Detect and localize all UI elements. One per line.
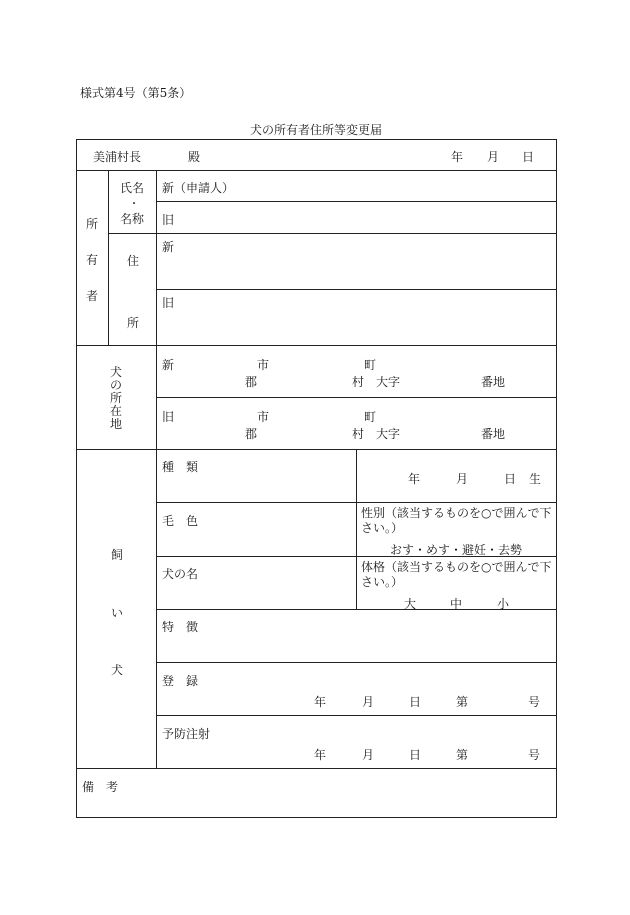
dog-location-label-char: 犬: [109, 365, 122, 379]
dog-label-char: 飼: [111, 548, 124, 562]
location-prefix: 新: [162, 358, 175, 372]
vaccination-year-label: 年: [314, 748, 327, 762]
registration-label: 登 録: [162, 674, 199, 688]
sex-options[interactable]: おす・めす・避妊・去勢: [390, 543, 523, 557]
remarks-label: 備 考: [82, 780, 119, 794]
sex-label: 性別（該当するものを○で囲んで下さい。）: [361, 506, 552, 535]
location-banchi-label: 番地: [481, 427, 506, 441]
form-title: 犬の所有者住所等変更届: [249, 123, 382, 137]
location-town-label: 町: [364, 358, 377, 372]
birth-suffix-label: 生: [529, 472, 542, 486]
breed-label: 種 類: [162, 460, 199, 474]
address-label-char: 住: [127, 254, 140, 268]
birth-day-label: 日: [504, 472, 517, 486]
remarks-field[interactable]: [130, 775, 550, 813]
date-year-label: 年: [451, 150, 464, 164]
date-month-label: 月: [487, 150, 500, 164]
owner-name-new[interactable]: 新（申請人）: [162, 181, 235, 195]
dog-location-label-char: の: [109, 378, 122, 392]
location-village-label: 村: [352, 375, 365, 389]
date-day-label: 日: [522, 150, 535, 164]
registration-gou-label: 号: [528, 695, 541, 709]
addressee: 美浦村長: [93, 150, 142, 164]
owner-address-old[interactable]: 旧: [162, 296, 175, 310]
location-town-label: 町: [364, 410, 377, 424]
honorific: 殿: [188, 150, 201, 164]
birth-year-label: 年: [408, 472, 421, 486]
location-prefix: 旧: [162, 410, 175, 424]
birth-month-label: 月: [456, 472, 469, 486]
name-label-line2: 名称: [120, 212, 145, 226]
vaccination-month-label: 月: [362, 748, 375, 762]
dog-name-label: 犬の名: [162, 567, 199, 581]
name-label-separator: ・: [129, 199, 139, 210]
vaccination-gou-label: 号: [528, 748, 541, 762]
location-county-label: 郡: [245, 375, 258, 389]
dog-label-char: 犬: [111, 663, 124, 677]
vaccination-dai-label: 第: [456, 748, 469, 762]
location-oaza-label: 大字: [376, 427, 401, 441]
location-banchi-label: 番地: [481, 375, 506, 389]
location-village-label: 村: [352, 427, 365, 441]
registration-day-label: 日: [409, 695, 422, 709]
owner-label-char: 有: [86, 253, 99, 267]
dog-location-label-char: 在: [109, 404, 122, 418]
owner-address-new[interactable]: 新: [162, 240, 175, 254]
owner-label-char: 所: [86, 217, 99, 231]
dog-location-label-char: 所: [109, 391, 122, 405]
name-label-line1: 氏名: [120, 181, 145, 195]
address-label-char: 所: [127, 316, 140, 330]
coat-color-label: 毛 色: [162, 514, 199, 528]
owner-label-char: 者: [86, 289, 99, 303]
registration-month-label: 月: [362, 695, 375, 709]
location-oaza-label: 大字: [376, 375, 401, 389]
dog-label-char: い: [111, 606, 124, 620]
location-county-label: 郡: [245, 427, 258, 441]
location-city-label: 市: [257, 410, 270, 424]
form-number: 様式第4号（第5条）: [80, 86, 192, 100]
dog-location-section-label: [109, 366, 123, 431]
owner-name-old[interactable]: 旧: [162, 213, 175, 227]
size-option-large[interactable]: 大: [404, 597, 417, 611]
vaccination-label: 予防注射: [162, 727, 211, 741]
dog-location-label-char: 地: [109, 417, 122, 431]
features-label: 特 徴: [162, 620, 199, 634]
registration-dai-label: 第: [456, 695, 469, 709]
location-city-label: 市: [257, 358, 270, 372]
size-label: 体格（該当するものを○で囲んで下さい。）: [361, 560, 552, 589]
registration-year-label: 年: [314, 695, 327, 709]
vaccination-day-label: 日: [409, 748, 422, 762]
size-option-small[interactable]: 小: [497, 597, 510, 611]
size-option-medium[interactable]: 中: [450, 597, 463, 611]
